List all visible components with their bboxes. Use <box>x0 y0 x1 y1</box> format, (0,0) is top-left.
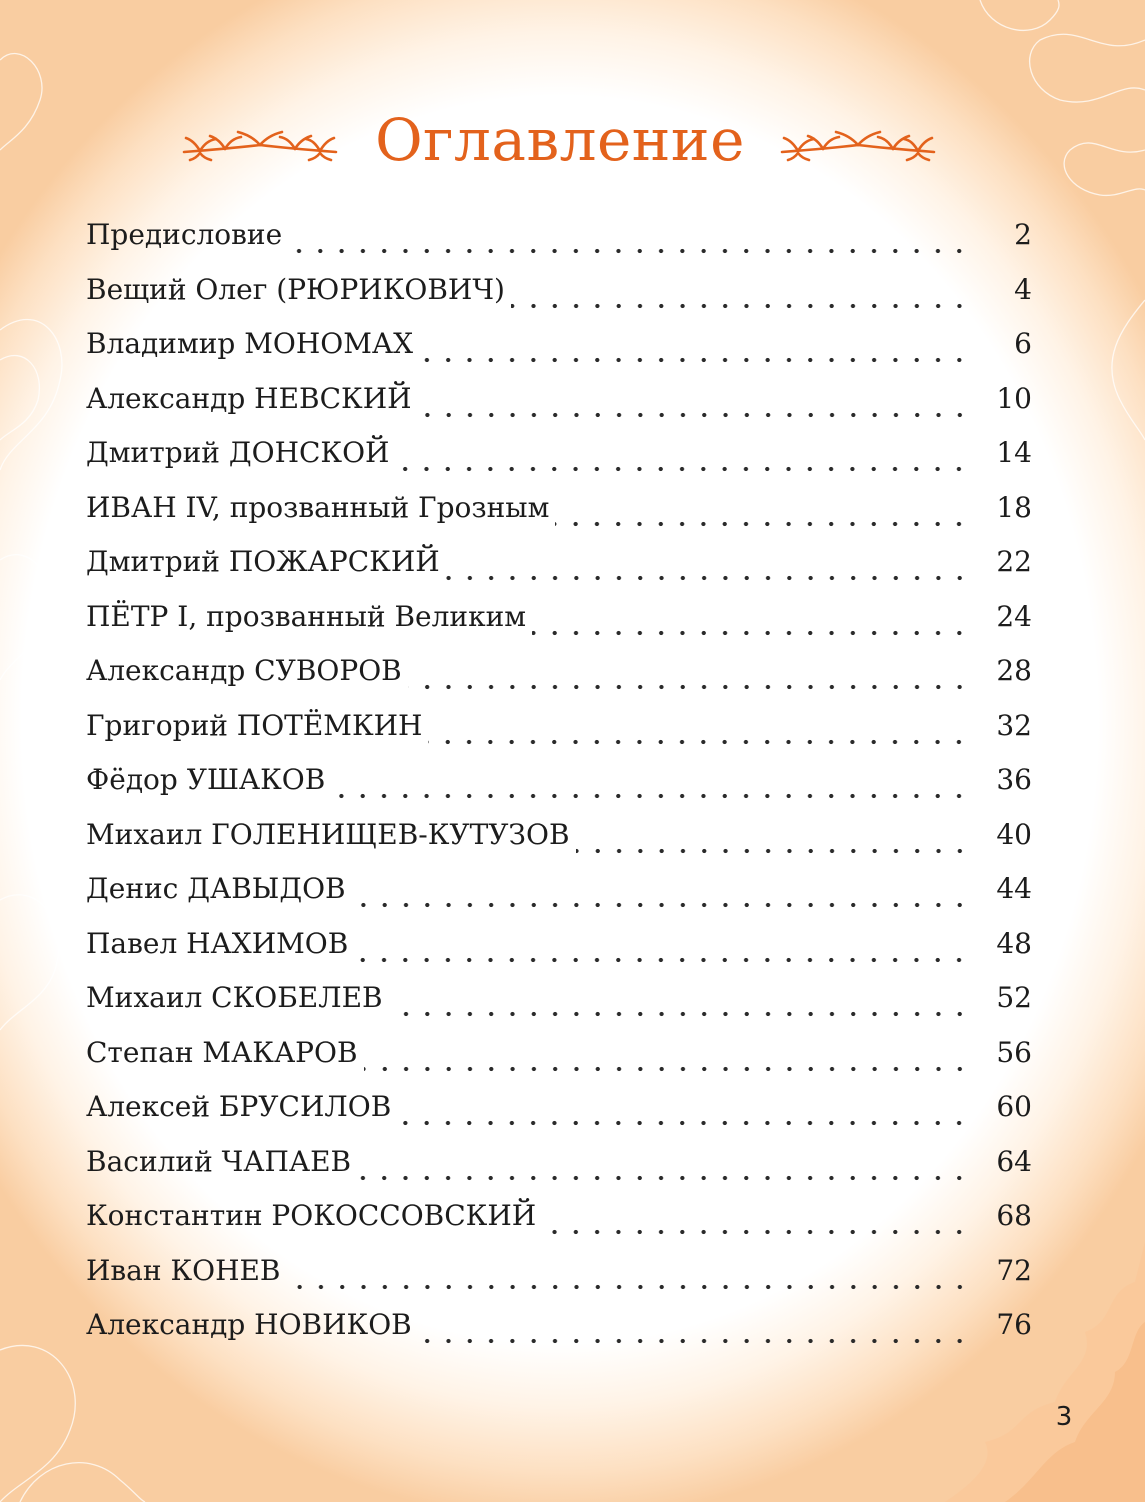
toc-entry[interactable] <box>86 263 1032 318</box>
toc-entry[interactable] <box>86 590 1032 645</box>
toc-entry-title: Михаил ГОЛЕНИЩЕВ-КУТУЗОВ <box>86 817 570 851</box>
toc-entry-page: 52 <box>996 981 1032 1014</box>
dot-leader <box>357 1162 970 1182</box>
toc-entry-page: 40 <box>996 817 1032 851</box>
toc-entry[interactable] <box>86 1298 1032 1353</box>
dot-leader <box>395 453 970 473</box>
toc-entry-title: Александр СУВОРОВ <box>86 654 402 687</box>
toc-entry-page: 10 <box>996 381 1032 415</box>
dot-leader <box>408 671 970 691</box>
toc-entry[interactable] <box>86 862 1032 917</box>
toc-entry-title: Михаил СКОБЕЛЕВ <box>86 981 383 1014</box>
toc-entry[interactable] <box>86 1080 1032 1135</box>
dot-leader <box>428 726 970 746</box>
table-of-contents <box>86 208 1032 1353</box>
toc-entry-title: Дмитрий ПОЖАРСКИЙ <box>86 545 440 578</box>
toc-entry-page: 48 <box>996 926 1032 960</box>
dot-leader <box>542 1216 970 1236</box>
toc-entry-title: ИВАН IV, прозванный Грозным <box>86 490 550 524</box>
dot-leader <box>576 835 970 855</box>
dot-leader <box>555 508 970 528</box>
toc-entry[interactable] <box>86 1244 1032 1299</box>
dot-leader <box>288 235 970 255</box>
toc-entry-title: Дмитрий ДОНСКОЙ <box>86 436 390 469</box>
toc-entry[interactable] <box>86 699 1032 754</box>
toc-entry-page: 76 <box>996 1308 1032 1341</box>
toc-entry-title: Вещий Олег (РЮРИКОВИЧ) <box>86 272 505 306</box>
toc-entry-title: Александр НОВИКОВ <box>86 1308 412 1341</box>
toc-entry-title: Павел НАХИМОВ <box>86 926 349 960</box>
dot-leader <box>418 1325 970 1345</box>
toc-entry[interactable] <box>86 808 1032 863</box>
toc-entry-title: ПЁТР I, прозванный Великим <box>86 599 527 633</box>
toc-entry[interactable] <box>86 917 1032 972</box>
dot-leader <box>511 290 970 310</box>
dot-leader <box>389 998 970 1018</box>
toc-entry-page: 64 <box>996 1144 1032 1178</box>
dot-leader <box>331 780 970 800</box>
toc-entry-page: 56 <box>996 1035 1032 1069</box>
toc-header <box>0 100 1145 190</box>
toc-entry[interactable] <box>86 481 1032 536</box>
page-number: 3 <box>1055 1402 1073 1432</box>
toc-entry[interactable] <box>86 1026 1032 1081</box>
toc-entry-title: Алексей БРУСИЛОВ <box>86 1090 392 1123</box>
toc-entry[interactable] <box>86 644 1032 699</box>
toc-entry-page: 4 <box>1014 272 1032 306</box>
toc-entry-title: Степан МАКАРОВ <box>86 1035 358 1069</box>
toc-entry-page: 24 <box>996 599 1032 633</box>
toc-entry-page: 32 <box>996 708 1032 742</box>
toc-entry-page: 2 <box>1014 218 1032 251</box>
toc-entry-title: Василий ЧАПАЕВ <box>86 1144 352 1178</box>
page-title: Оглавление <box>375 106 745 174</box>
toc-entry[interactable] <box>86 372 1032 427</box>
toc-entry[interactable] <box>86 317 1032 372</box>
toc-entry-title: Предисловие <box>86 218 283 251</box>
toc-entry[interactable] <box>86 535 1032 590</box>
dot-leader <box>352 889 970 909</box>
toc-entry-page: 18 <box>996 490 1032 524</box>
dot-leader <box>354 944 970 964</box>
toc-entry-title: Денис ДАВЫДОВ <box>86 872 346 905</box>
dot-leader <box>418 399 970 419</box>
toc-entry[interactable] <box>86 1135 1032 1190</box>
toc-entry-title: Владимир МОНОМАХ <box>86 327 414 360</box>
toc-entry-page: 72 <box>996 1253 1032 1287</box>
toc-entry[interactable] <box>86 971 1032 1026</box>
toc-entry[interactable] <box>86 426 1032 481</box>
toc-entry-page: 44 <box>996 872 1032 905</box>
toc-entry-page: 14 <box>996 436 1032 469</box>
toc-entry[interactable] <box>86 753 1032 808</box>
toc-entry-title: Константин РОКОССОВСКИЙ <box>86 1199 537 1232</box>
toc-entry-page: 6 <box>1014 327 1032 360</box>
dot-leader <box>397 1107 970 1127</box>
toc-entry-title: Иван КОНЕВ <box>86 1253 281 1287</box>
toc-entry-title: Фёдор УШАКОВ <box>86 763 326 796</box>
dot-leader <box>287 1271 971 1291</box>
toc-entry-page: 68 <box>996 1199 1032 1232</box>
toc-entry-page: 36 <box>996 763 1032 796</box>
toc-entry-title: Александр НЕВСКИЙ <box>86 381 412 415</box>
toc-entry-page: 22 <box>996 545 1032 578</box>
dot-leader <box>446 562 970 582</box>
toc-entry-title: Григорий ПОТЁМКИН <box>86 708 423 742</box>
dot-leader <box>364 1053 970 1073</box>
dot-leader <box>532 617 970 637</box>
toc-entry[interactable] <box>86 208 1032 263</box>
dot-leader <box>419 344 970 364</box>
toc-entry-page: 28 <box>996 654 1032 687</box>
toc-entry-page: 60 <box>996 1090 1032 1123</box>
toc-entry[interactable] <box>86 1189 1032 1244</box>
leaf-ornament-right-icon <box>778 128 938 162</box>
